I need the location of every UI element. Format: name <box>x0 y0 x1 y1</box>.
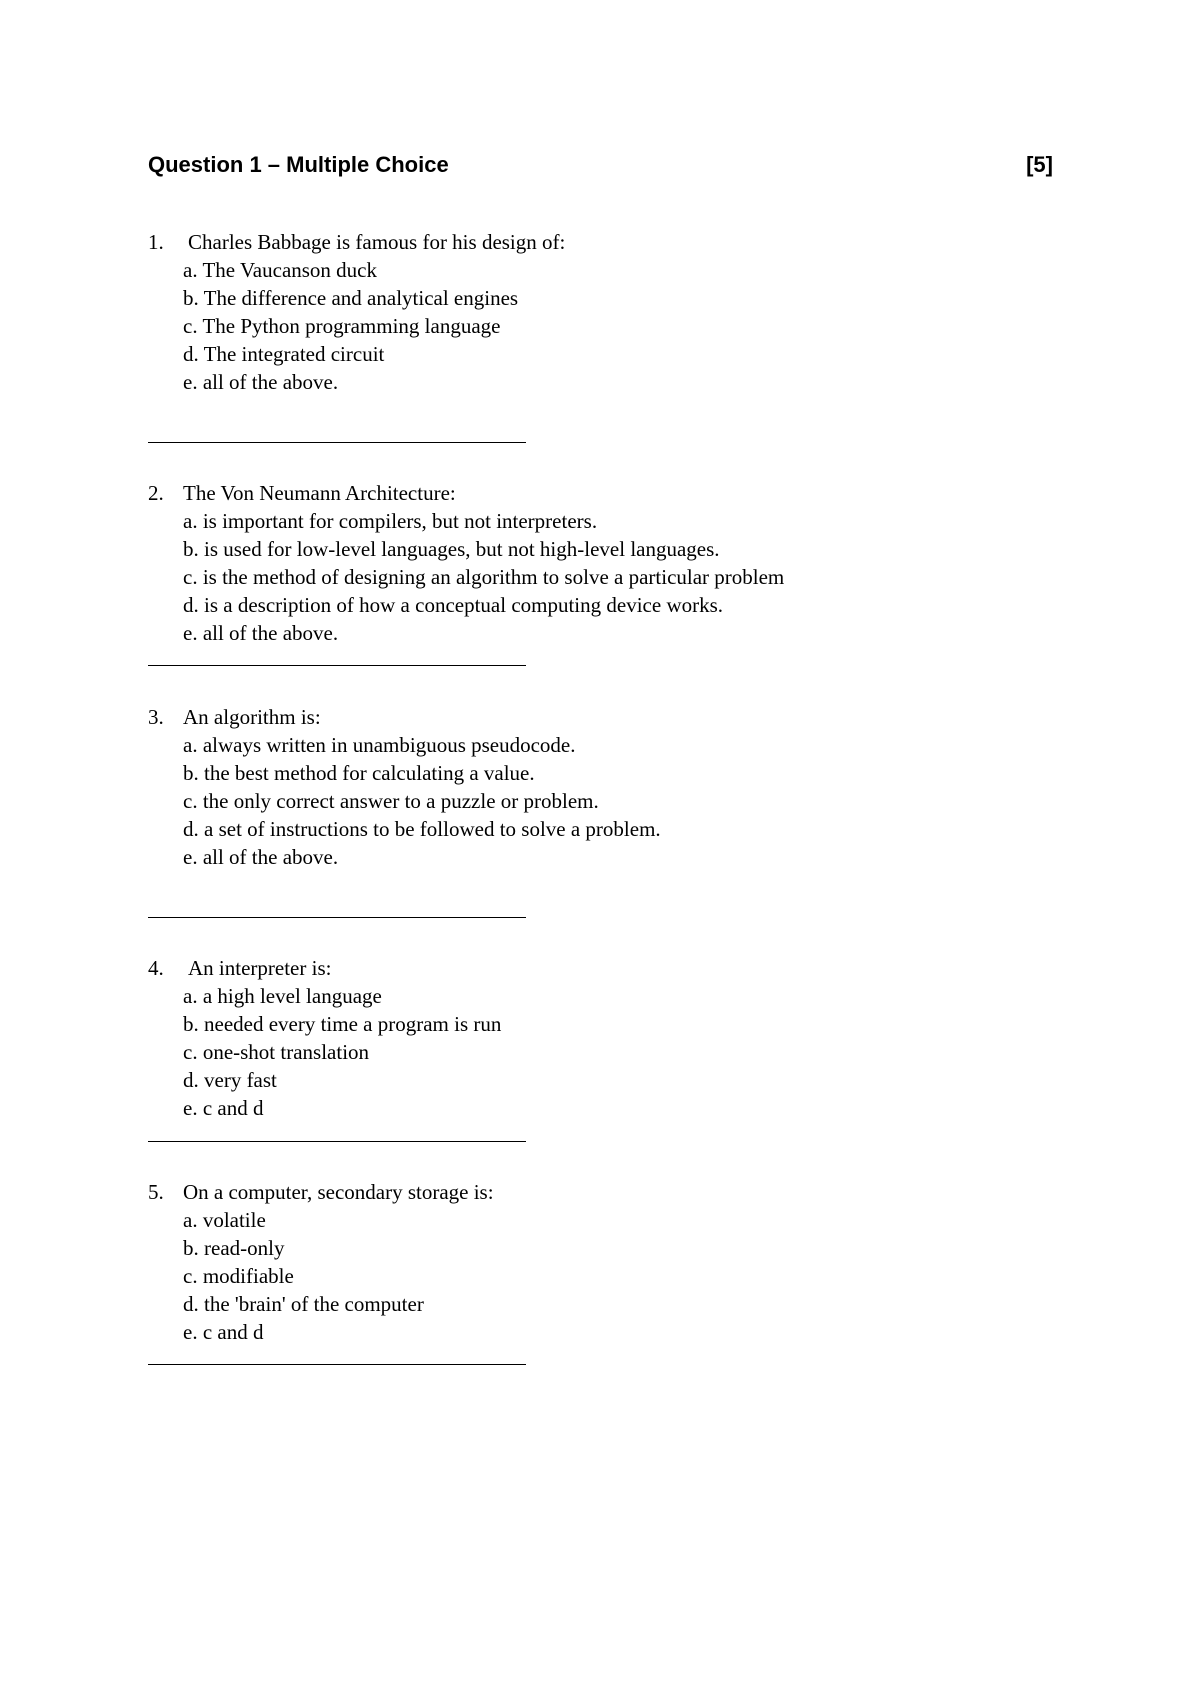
option-list <box>148 507 784 647</box>
option-e: e. all of the above. <box>183 845 339 869</box>
question-4 <box>148 954 501 1122</box>
option-list <box>148 256 518 396</box>
question-text: An interpreter is: <box>188 956 332 980</box>
option-d: d. The integrated circuit <box>183 342 385 366</box>
option-c: c. modifiable <box>183 1264 294 1288</box>
option-b: b. read-only <box>183 1236 285 1260</box>
question-stem <box>148 954 501 982</box>
option-b: b. is used for low-level languages, but not high-level languages. <box>183 537 720 561</box>
question-text: An algorithm is: <box>183 705 321 729</box>
option-e: e. c and d <box>183 1320 264 1344</box>
question-stem <box>148 703 661 731</box>
question-stem <box>148 228 566 256</box>
section-header <box>148 152 1053 182</box>
option-list <box>148 731 661 871</box>
section-title: Question 1 – Multiple Choice <box>148 152 449 177</box>
option-a: a. volatile <box>183 1208 266 1232</box>
option-a: a. The Vaucanson duck <box>183 258 378 282</box>
answer-line-4 <box>148 1141 526 1142</box>
option-b: b. The difference and analytical engines <box>183 286 519 310</box>
option-d: d. a set of instructions to be followed to solve a problem. <box>183 817 661 841</box>
option-c: c. one-shot translation <box>183 1040 370 1064</box>
question-number: 1. <box>148 230 164 254</box>
option-list <box>148 982 501 1122</box>
option-a: a. is important for compilers, but not interpreters. <box>183 509 598 533</box>
option-c: c. The Python programming language <box>183 314 501 338</box>
option-d: d. very fast <box>183 1068 277 1092</box>
option-e: e. all of the above. <box>183 370 339 394</box>
question-text: On a computer, secondary storage is: <box>183 1180 494 1204</box>
question-number: 5. <box>148 1180 164 1204</box>
answer-line-3 <box>148 917 526 918</box>
question-stem <box>148 479 784 507</box>
question-2 <box>148 479 784 647</box>
question-text: The Von Neumann Architecture: <box>183 481 456 505</box>
option-a: a. always written in unambiguous pseudocode. <box>183 733 576 757</box>
question-text: Charles Babbage is famous for his design of: <box>188 230 566 254</box>
question-number: 3. <box>148 705 164 729</box>
option-list <box>148 1206 424 1346</box>
option-e: e. all of the above. <box>183 621 339 645</box>
question-number: 4. <box>148 956 164 980</box>
option-b: b. the best method for calculating a value. <box>183 761 535 785</box>
question-1 <box>148 228 566 396</box>
option-a: a. a high level language <box>183 984 382 1008</box>
question-stem <box>148 1178 494 1206</box>
option-c: c. is the method of designing an algorithm to solve a particular problem <box>183 565 785 589</box>
option-e: e. c and d <box>183 1096 264 1120</box>
option-d: d. is a description of how a conceptual computing device works. <box>183 593 724 617</box>
answer-line-5 <box>148 1364 526 1365</box>
question-number: 2. <box>148 481 164 505</box>
question-3 <box>148 703 661 871</box>
option-d: d. the 'brain' of the computer <box>183 1292 424 1316</box>
question-5 <box>148 1178 494 1346</box>
option-c: c. the only correct answer to a puzzle or problem. <box>183 789 599 813</box>
section-marks: [5] <box>1026 152 1053 177</box>
answer-line-2 <box>148 665 526 666</box>
option-b: b. needed every time a program is run <box>183 1012 502 1036</box>
answer-line-1 <box>148 442 526 443</box>
